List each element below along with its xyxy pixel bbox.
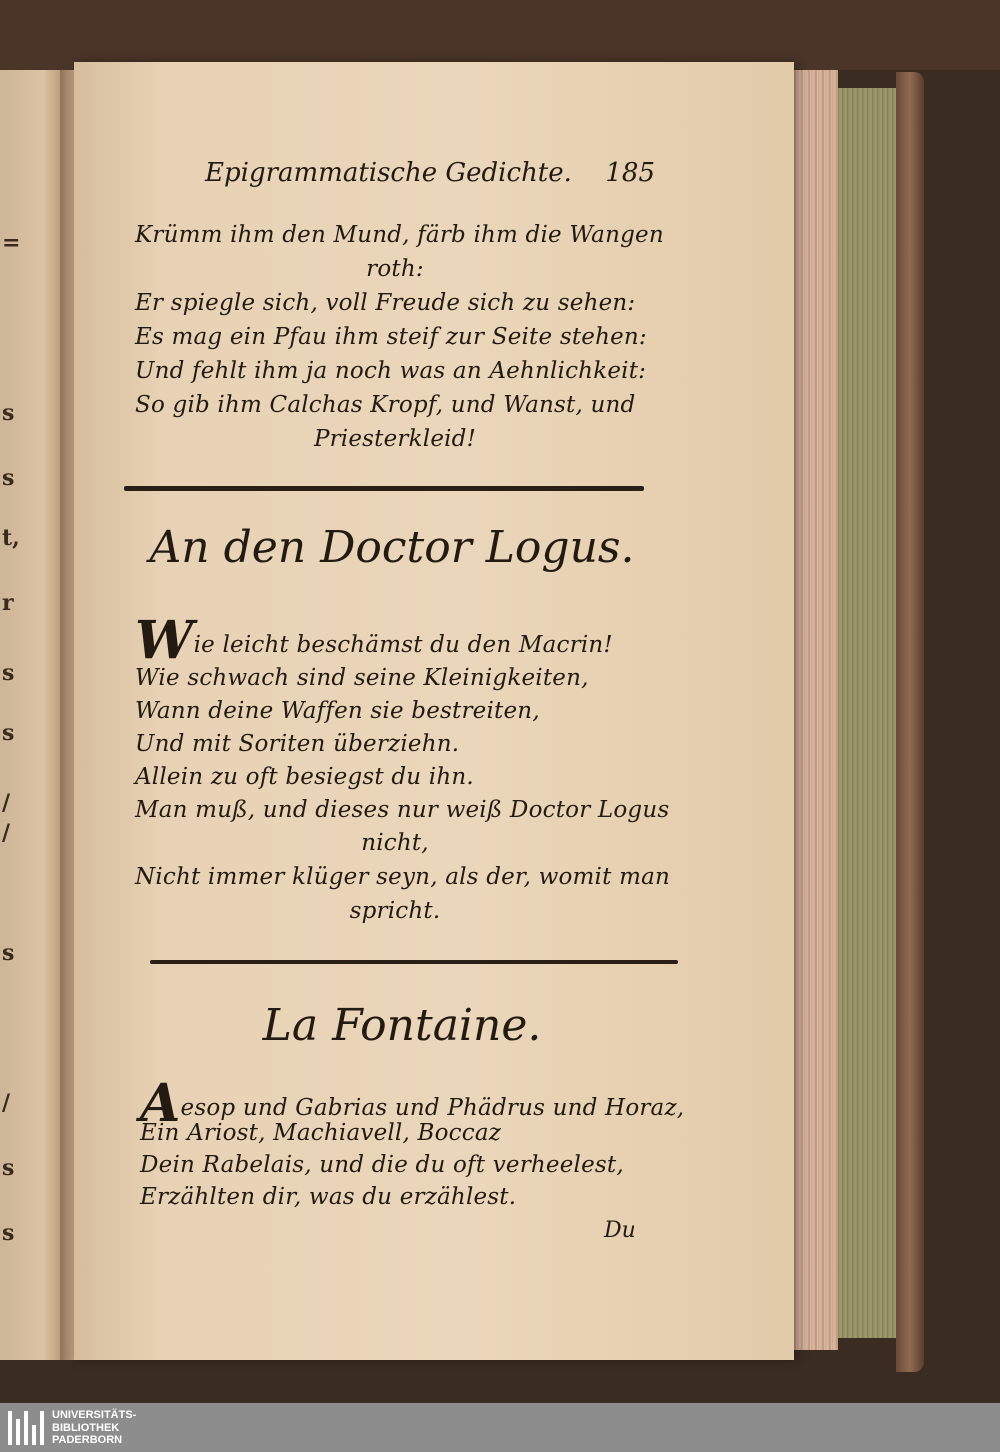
poem-line: nicht, bbox=[361, 830, 429, 856]
poem-line: Und mit Soriten überziehn. bbox=[135, 731, 460, 757]
poem-line: Und fehlt ihm ja noch was an Aehnlichkeit: bbox=[135, 358, 647, 384]
poem-line: Krümm ihm den Mund, färb ihm die Wangen bbox=[135, 222, 664, 248]
left-page-mark: s bbox=[2, 940, 15, 966]
left-page-mark: t, bbox=[2, 525, 20, 551]
poem-line: Er spiegle sich, voll Freude sich zu sehen: bbox=[135, 290, 636, 316]
background-top bbox=[0, 0, 1000, 70]
left-page-mark: s bbox=[2, 720, 15, 746]
left-page-mark: s bbox=[2, 465, 15, 491]
logo-line: PADERBORN bbox=[52, 1434, 123, 1446]
poem-line: Wie schwach sind seine Kleinigkeiten, bbox=[135, 665, 589, 691]
first-line-text: ie leicht beschämst du den Macrin! bbox=[193, 632, 613, 658]
running-head-title: Epigrammatische Gedichte. bbox=[205, 158, 572, 188]
section-rule bbox=[124, 486, 644, 491]
left-page-mark: s bbox=[2, 400, 15, 426]
page-number: 185 bbox=[605, 158, 655, 188]
poem-line: Man muß, und dieses nur weiß Doctor Logus bbox=[135, 797, 670, 823]
left-page-mark: / bbox=[2, 790, 11, 816]
poem-line: Es mag ein Pfau ihm steif zur Seite stehen: bbox=[135, 324, 647, 350]
logo-line: BIBLIOTHEK bbox=[52, 1421, 120, 1434]
poem-title-logus: An den Doctor Logus. bbox=[149, 522, 635, 573]
footer-bar bbox=[0, 1403, 1000, 1452]
catchword: Du bbox=[604, 1218, 636, 1243]
running-head bbox=[205, 158, 655, 188]
book-cover bbox=[896, 72, 924, 1372]
poem-line: Erzählten dir, was du erzählest. bbox=[140, 1184, 517, 1210]
left-page-mark: s bbox=[2, 1155, 15, 1181]
poem-line: Wann deine Waffen sie bestreiten, bbox=[135, 698, 540, 724]
poem-first-line bbox=[135, 610, 613, 671]
left-page-mark: s bbox=[2, 1220, 15, 1246]
poem-title-fontaine: La Fontaine. bbox=[262, 1000, 542, 1051]
left-page-mark: r bbox=[2, 590, 14, 616]
page-block-edge bbox=[838, 88, 900, 1338]
section-rule bbox=[150, 960, 678, 964]
first-line-text: esop und Gabrias und Phädrus und Horaz, bbox=[180, 1095, 685, 1121]
poem-line: Allein zu oft besiegst du ihn. bbox=[135, 764, 474, 790]
page-edges bbox=[790, 70, 838, 1350]
drop-cap: W bbox=[135, 610, 194, 671]
poem-line: Nicht immer klüger seyn, als der, womit man bbox=[135, 864, 671, 890]
library-logo-icon bbox=[8, 1411, 44, 1445]
poem-line: So gib ihm Calchas Kropf, und Wanst, und bbox=[135, 392, 636, 418]
poem-line: Priesterkleid! bbox=[313, 426, 477, 452]
left-page-mark: = bbox=[2, 230, 21, 256]
drop-cap: A bbox=[140, 1073, 181, 1134]
poem-line: Dein Rabelais, und die du oft verheelest, bbox=[140, 1152, 624, 1178]
left-page-fragment bbox=[0, 70, 64, 1360]
logo-line: UNIVERSITÄTS- bbox=[52, 1409, 137, 1421]
left-page-mark: / bbox=[2, 1090, 11, 1116]
poem-line: spricht. bbox=[349, 898, 441, 924]
library-logo-text bbox=[52, 1409, 136, 1447]
poem-line: Ein Ariost, Machiavell, Boccaz bbox=[140, 1120, 502, 1146]
left-page-mark: / bbox=[2, 820, 11, 846]
left-page-mark: s bbox=[2, 660, 15, 686]
poem-line: roth: bbox=[366, 256, 424, 282]
